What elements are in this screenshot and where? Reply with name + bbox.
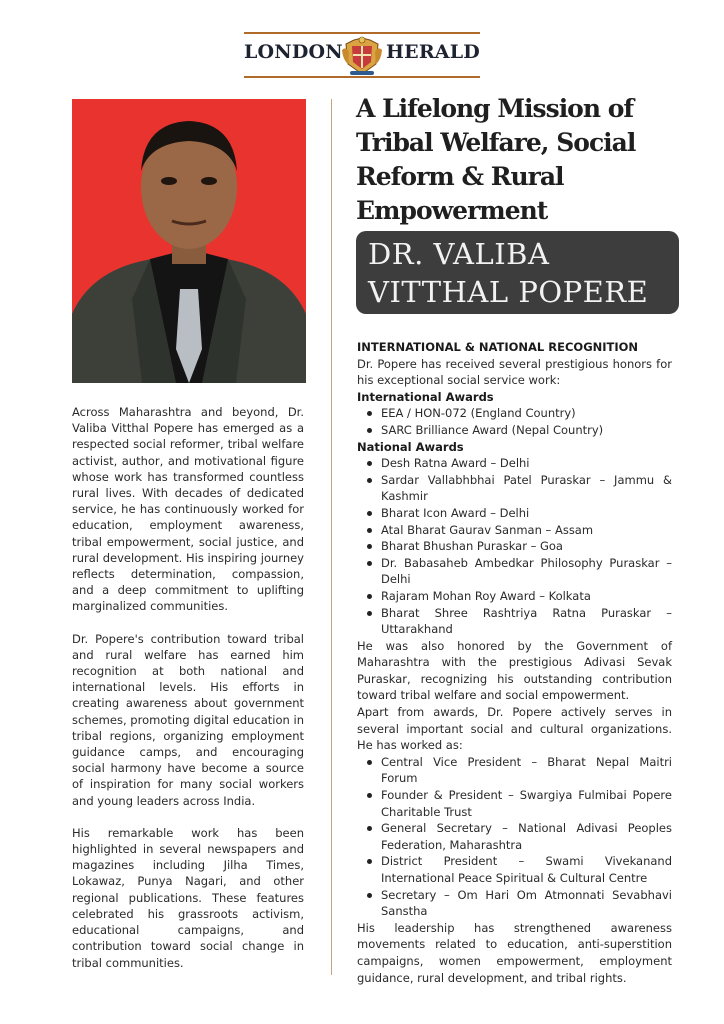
list-item: District President – Swami Vivekanand International Peace Spiritual & Cultural Centre xyxy=(357,853,672,886)
list-item: Bharat Bhushan Puraskar – Goa xyxy=(357,538,672,555)
list-item: Bharat Shree Rashtriya Ratna Puraskar – Uttarakhand xyxy=(357,605,672,638)
list-item: Central Vice President – Bharat Nepal Maitri Forum xyxy=(357,754,672,787)
list-item: Bharat Icon Award – Delhi xyxy=(357,505,672,522)
masthead-right-word: HERALD xyxy=(385,41,480,63)
national-awards-list xyxy=(357,455,672,638)
list-item: Atal Bharat Gaurav Sanman – Assam xyxy=(357,522,672,539)
recognition-intro: Dr. Popere has received several prestigious honors for his exceptional social service work: xyxy=(357,356,672,388)
government-honor-paragraph: He was also honored by the Government of Maharashtra with the prestigious Adivasi Sevak Puraskar, recognizing his outstanding contribution toward tribal welfare and social empowerment. xyxy=(357,638,672,703)
list-item: Rajaram Mohan Roy Award – Kolkata xyxy=(357,588,672,605)
name-line-1: DR. VALIBA xyxy=(368,237,550,271)
list-item: Secretary – Om Hari Om Atmonnati Sevabhavi Sanstha xyxy=(357,887,672,920)
left-paragraph: His remarkable work has been highlighted in several newspapers and magazines including Jilha Times, Lokawaz, Punya Nagari, and other regional publications. These features celebrated his grassroots activism, educational campaigns, and contribution toward social change in tribal communities. xyxy=(72,825,304,970)
name-line-2: VITTHAL POPERE xyxy=(368,275,649,309)
masthead-left-word: LONDON xyxy=(244,41,343,63)
international-awards-list xyxy=(357,405,672,438)
closing-paragraph: His leadership has strengthened awareness movements related to education, anti-superstition campaigns, women empowerment, employment guidance, rural development, and tribal rights. xyxy=(357,920,672,985)
recognition-title: INTERNATIONAL & NATIONAL RECOGNITION xyxy=(357,340,639,354)
organizations-intro: Apart from awards, Dr. Popere actively serves in several important social and cultural organizations. He has worked as: xyxy=(357,705,672,753)
portrait-illustration xyxy=(72,99,306,383)
list-item: EEA / HON-072 (England Country) xyxy=(357,405,672,422)
left-paragraph: Across Maharashtra and beyond, Dr. Valiba Vitthal Popere has emerged as a respected social reformer, tribal welfare activist, author, and motivational figure whose work has transformed countless rural lives. With decades of dedicated service, he has continuously worked for education, employment awareness, tribal empowerment, social justice, and rural development. His inspiring journey reflects determination, compassion, and a deep commitment to uplifting marginalized communities. xyxy=(72,405,304,614)
list-item: Dr. Babasaheb Ambedkar Philosophy Puraskar – Delhi xyxy=(357,555,672,588)
article-headline: A Lifelong Mission of Tribal Welfare, Social Reform & Rural Empowerment xyxy=(356,94,636,225)
name-plate xyxy=(356,231,679,314)
left-paragraph: Dr. Popere's contribution toward tribal and rural welfare has earned him recognition at both national and international levels. His efforts in creating awareness about government schemes, promoting digital education in tribal regions, organizing employment guidance camps, and encouraging social harmony have become a source of inspiration for many social workers and young leaders across India. xyxy=(72,631,304,808)
masthead xyxy=(244,30,480,82)
masthead-rule-bottom xyxy=(244,76,480,78)
list-item: General Secretary – National Adivasi Peoples Federation, Maharashtra xyxy=(357,820,672,853)
list-item: Sardar Vallabhbhai Patel Puraskar – Jammu & Kashmir xyxy=(357,472,672,505)
international-awards-heading: International Awards xyxy=(357,389,494,404)
royal-crest-icon xyxy=(340,34,384,78)
organizations-list xyxy=(357,754,672,920)
national-awards-heading: National Awards xyxy=(357,439,464,454)
column-divider xyxy=(331,99,332,975)
left-column xyxy=(72,404,304,987)
list-item: Desh Ratna Award – Delhi xyxy=(357,455,672,472)
list-item: Founder & President – Swargiya Fulmibai Popere Charitable Trust xyxy=(357,787,672,820)
list-item: SARC Brilliance Award (Nepal Country) xyxy=(357,422,672,439)
portrait-photo xyxy=(72,99,306,383)
right-column xyxy=(357,339,672,986)
